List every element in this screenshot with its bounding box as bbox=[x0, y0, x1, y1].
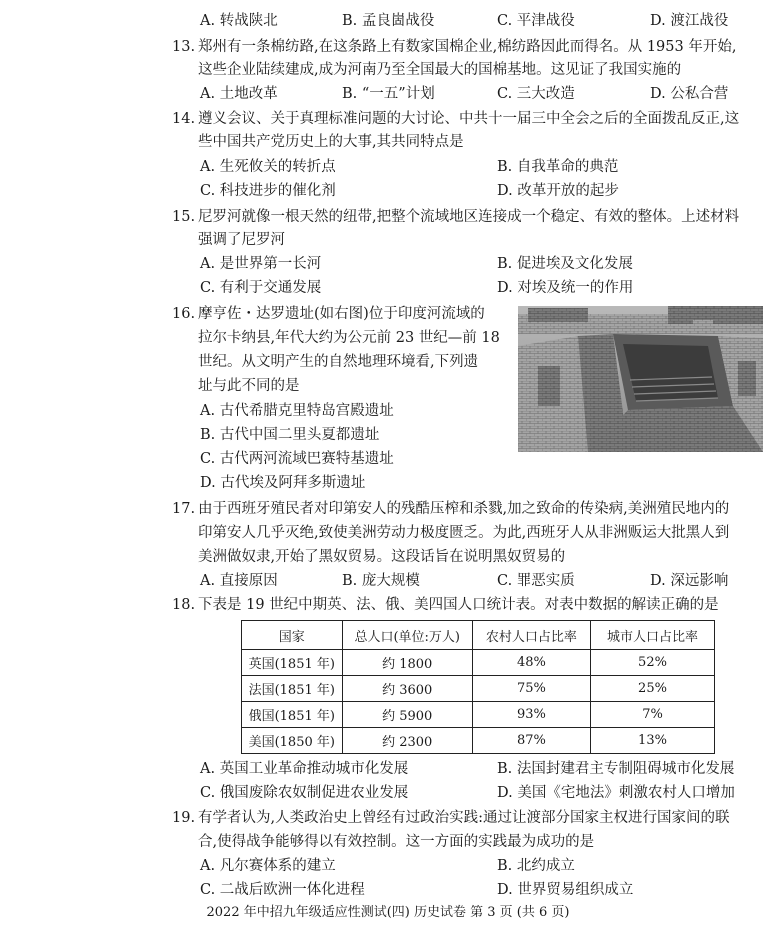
table-header-cell: 国家 bbox=[242, 621, 343, 650]
table-row bbox=[242, 676, 715, 702]
q13-number: 13. bbox=[172, 39, 196, 55]
q17-option-b: B. 庞大规模 bbox=[342, 573, 420, 589]
q15-option-a: A. 是世界第一长河 bbox=[200, 256, 322, 272]
mohenjo-daro-ruins-photo bbox=[518, 306, 763, 452]
q16-stem-line-1: 摩亨佐・达罗遗址(如右图)位于印度河流域的 bbox=[198, 306, 485, 322]
q19-number: 19. bbox=[172, 810, 196, 826]
q19-option-c: C. 二战后欧洲一体化进程 bbox=[200, 882, 365, 898]
table-cell: 25% bbox=[591, 676, 715, 702]
table-cell: 约 1800 bbox=[342, 650, 472, 676]
q16-stem-line-2: 拉尔卡纳县,年代大约为公元前 23 世纪—前 18 bbox=[198, 330, 500, 346]
q14-stem-line-1: 遵义会议、关于真理标准问题的大讨论、中共十一届三中全会之后的全面拨乱反正,这 bbox=[198, 111, 740, 127]
q19-stem-line-1: 有学者认为,人类政治史上曾经有过政治实践:通过让渡部分国家主权进行国家间的联 bbox=[198, 810, 730, 826]
q17-stem-line-2: 印第安人几乎灭绝,致使美洲劳动力极度匮乏。为此,西班牙人从非洲贩运大批黑人到 bbox=[198, 525, 730, 541]
q15-stem-line-1: 尼罗河就像一根天然的纽带,把整个流域地区连接成一个稳定、有效的整体。上述材料 bbox=[198, 209, 740, 225]
q17-option-c: C. 罪恶实质 bbox=[497, 573, 575, 589]
table-header-cell: 城市人口占比率 bbox=[591, 621, 715, 650]
q14-option-a: A. 生死攸关的转折点 bbox=[200, 159, 336, 175]
q18-number: 18. bbox=[172, 597, 196, 613]
q13-option-d: D. 公私合营 bbox=[650, 86, 729, 102]
q13-stem-line-2: 这些企业陆续建成,成为河南乃至全国最大的国棉基地。这见证了我国实施的 bbox=[198, 62, 682, 78]
q15-stem-line-2: 强调了尼罗河 bbox=[198, 232, 285, 248]
population-table bbox=[241, 620, 715, 754]
q16-option-a: A. 古代希腊克里特岛宫殿遗址 bbox=[200, 403, 394, 419]
q15-number: 15. bbox=[172, 209, 196, 225]
q16-option-c: C. 古代两河流域巴赛特基遗址 bbox=[200, 451, 394, 467]
q12-option-b: B. 孟良崮战役 bbox=[342, 13, 435, 29]
table-cell: 法国(1851 年) bbox=[242, 676, 343, 702]
q19-option-d: D. 世界贸易组织成立 bbox=[497, 882, 634, 898]
q13-option-c: C. 三大改造 bbox=[497, 86, 575, 102]
table-cell: 75% bbox=[472, 676, 590, 702]
q15-option-b: B. 促进埃及文化发展 bbox=[497, 256, 633, 272]
table-header-cell: 总人口(单位:万人) bbox=[342, 621, 472, 650]
table-row bbox=[242, 728, 715, 754]
q15-option-c: C. 有利于交通发展 bbox=[200, 280, 322, 296]
q18-option-b: B. 法国封建君主专制阻碍城市化发展 bbox=[497, 761, 735, 777]
q14-option-c: C. 科技进步的催化剂 bbox=[200, 183, 336, 199]
table-cell: 93% bbox=[472, 702, 590, 728]
table-row bbox=[242, 650, 715, 676]
table-header-cell: 农村人口占比率 bbox=[472, 621, 590, 650]
q13-option-a: A. 土地改革 bbox=[200, 86, 278, 102]
q14-option-b: B. 自我革命的典范 bbox=[497, 159, 619, 175]
table-cell: 约 5900 bbox=[342, 702, 472, 728]
table-cell: 英国(1851 年) bbox=[242, 650, 343, 676]
q14-number: 14. bbox=[172, 111, 196, 127]
q12-option-d: D. 渡江战役 bbox=[650, 13, 729, 29]
q18-option-c: C. 俄国废除农奴制促进农业发展 bbox=[200, 785, 409, 801]
q16-number: 16. bbox=[172, 306, 196, 322]
table-header-row bbox=[242, 621, 715, 650]
q18-option-a: A. 英国工业革命推动城市化发展 bbox=[200, 761, 409, 777]
q18-stem-line-1: 下表是 19 世纪中期英、法、俄、美四国人口统计表。对表中数据的解读正确的是 bbox=[198, 597, 719, 613]
table-cell: 52% bbox=[591, 650, 715, 676]
table-row bbox=[242, 702, 715, 728]
q13-option-b: B. “一五”计划 bbox=[342, 86, 435, 102]
q12-option-c: C. 平津战役 bbox=[497, 13, 575, 29]
q14-stem-line-2: 些中国共产党历史上的大事,其共同特点是 bbox=[198, 134, 464, 150]
q18-option-d: D. 美国《宅地法》刺激农村人口增加 bbox=[497, 785, 735, 801]
q15-option-d: D. 对埃及统一的作用 bbox=[497, 280, 634, 296]
q16-stem-line-4: 址与此不同的是 bbox=[198, 378, 300, 394]
q19-stem-line-2: 合,使得战争能够得以有效控制。这一方面的实践最为成功的是 bbox=[198, 834, 595, 850]
table-cell: 7% bbox=[591, 702, 715, 728]
q17-option-d: D. 深远影响 bbox=[650, 573, 729, 589]
q14-option-d: D. 改革开放的起步 bbox=[497, 183, 619, 199]
page-footer: 2022 年中招九年级适应性测试(四) 历史试卷 第 3 页 (共 6 页) bbox=[206, 905, 570, 920]
table-cell: 87% bbox=[472, 728, 590, 754]
q16-option-b: B. 古代中国二里头夏都遗址 bbox=[200, 427, 380, 443]
table-cell: 美国(1850 年) bbox=[242, 728, 343, 754]
q17-stem-line-1: 由于西班牙殖民者对印第安人的残酷压榨和杀戮,加之致命的传染病,美洲殖民地内的 bbox=[198, 501, 730, 517]
table-cell: 约 3600 bbox=[342, 676, 472, 702]
q13-stem-line-1: 郑州有一条棉纺路,在这条路上有数家国棉企业,棉纺路因此而得名。从 1953 年开始, bbox=[198, 39, 737, 55]
q16-stem-line-3: 世纪。从文明产生的自然地理环境看,下列遗 bbox=[198, 354, 479, 370]
table-cell: 俄国(1851 年) bbox=[242, 702, 343, 728]
table-cell: 48% bbox=[472, 650, 590, 676]
q17-number: 17. bbox=[172, 501, 196, 517]
q17-stem-line-3: 美洲做奴隶,开始了黑奴贸易。这段话旨在说明黑奴贸易的 bbox=[198, 549, 566, 565]
q19-option-a: A. 凡尔赛体系的建立 bbox=[200, 858, 336, 874]
q17-option-a: A. 直接原因 bbox=[200, 573, 278, 589]
table-cell: 13% bbox=[591, 728, 715, 754]
q12-option-a: A. 转战陕北 bbox=[200, 13, 278, 29]
q16-option-d: D. 古代埃及阿拜多斯遗址 bbox=[200, 475, 366, 491]
table-cell: 约 2300 bbox=[342, 728, 472, 754]
q19-option-b: B. 北约成立 bbox=[497, 858, 575, 874]
